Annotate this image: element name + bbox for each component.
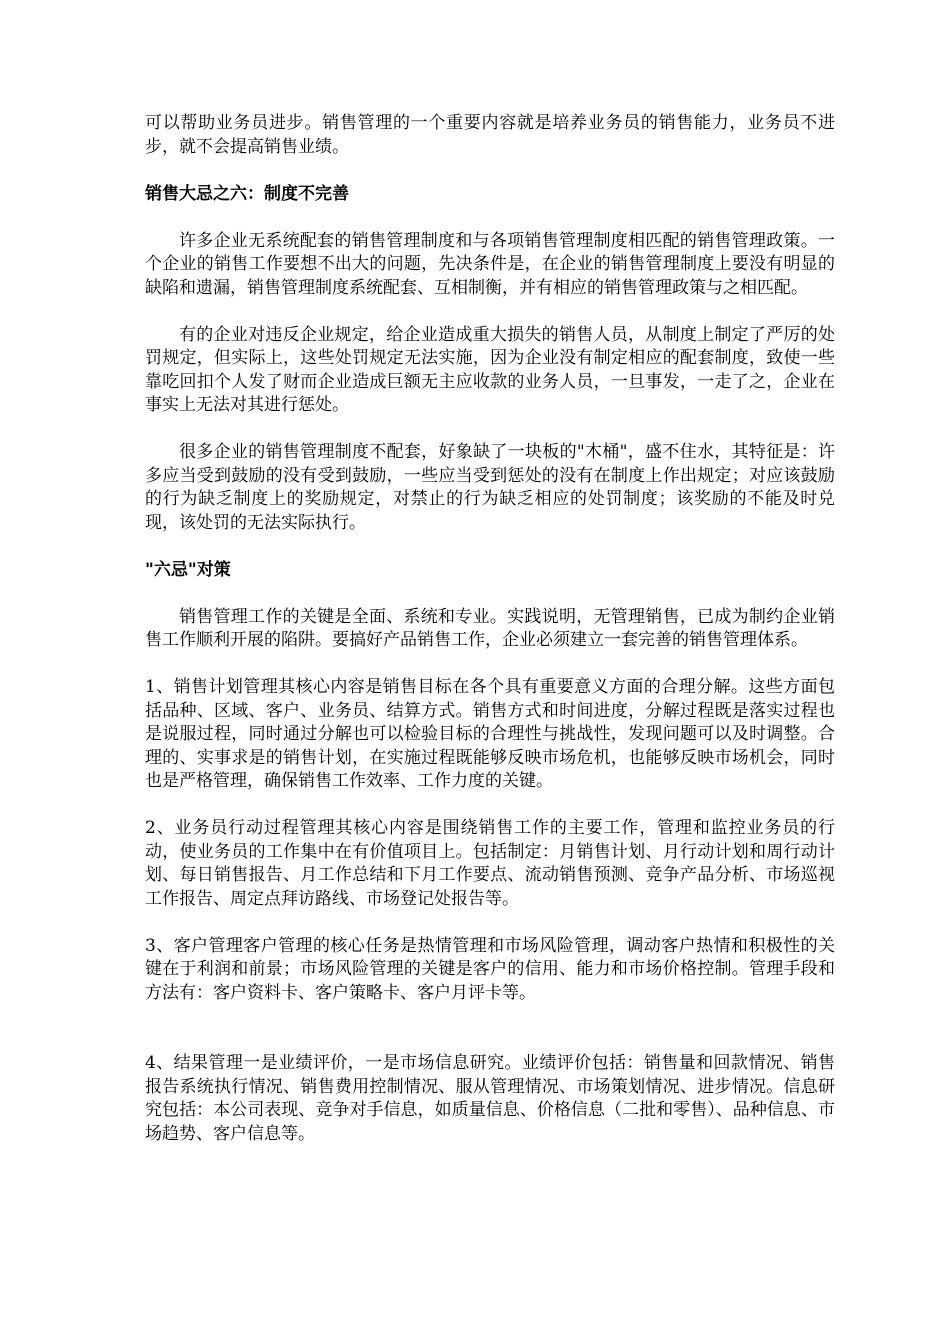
paragraph-wooden-bucket: 很多企业的销售管理制度不配套，好象缺了一块板的"木桶"，盛不住水，其特征是：许多应当受到鼓励的没有受到鼓励，一些应当受到惩处的没有在制度上作出规定；对应该鼓励的行为缺乏制度上的奖励规定，对禁止的行为缺乏相应的处罚制度；该奖励的不能及时兑现，该处罚的无法实际执行。 — [145, 442, 835, 533]
section-heading-countermeasures: "六忌"对策 — [145, 559, 231, 580]
list-item-sales-plan: 1、销售计划管理其核心内容是销售目标在各个具有重要意义方面的合理分解。这些方面包括品种、区域、客户、业务员、结算方式。销售方式和时间进度，分解过程既是落实过程也是说服过程，同时通过分解也可以检验目标的合理性与挑战性，发现问题可以及时调整。合理的、实事求是的销售计划，在实施过程既能够反映市场危机，也能够反映市场机会，同时也是严格管理，确保销售工作效率、工作力度的关键。 — [145, 677, 835, 791]
list-item-result-management: 4、结果管理一是业绩评价，一是市场信息研究。业绩评价包括：销售量和回款情况、销售报告系统执行情况、销售费用控制情况、服从管理情况、市场策划情况、进步情况。信息研究包括：本公司表现、竞争对手信息，如质量信息、价格信息（二批和零售）、品种信息、市场趋势、客户信息等。 — [145, 1053, 835, 1144]
paragraph-penalty-rules: 有的企业对违反企业规定，给企业造成重大损失的销售人员，从制度上制定了严厉的处罚规定，但实际上，这些处罚规定无法实施，因为企业没有制定相应的配套制度，致使一些靠吃回扣个人发了财而企业造成巨额无主应收款的业务人员，一旦事发，一走了之，企业在事实上无法对其进行惩处。 — [145, 324, 835, 415]
section-heading-taboo-six: 销售大忌之六：制度不完善 — [145, 183, 349, 204]
paragraph-continuation: 可以帮助业务员进步。销售管理的一个重要内容就是培养业务员的销售能力，业务员不进步，就不会提高销售业绩。 — [145, 113, 835, 157]
paragraph-system-incomplete: 许多企业无系统配套的销售管理制度和与各项销售管理制度相匹配的销售管理政策。一个企业的销售工作要想不出大的问题，先决条件是，在企业的销售管理制度上要没有明显的缺陷和遗漏，销售管理制度系统配套、互相制衡，并有相应的销售管理政策与之相匹配。 — [145, 230, 835, 298]
document-page — [145, 112, 835, 1146]
list-item-customer-management: 3、客户管理客户管理的核心任务是热情管理和市场风险管理，调动客户热情和积极性的关键在于利润和前景；市场风险管理的关键是客户的信用、能力和市场价格控制。管理手段和方法有：客户资料卡、客户策略卡、客户月评卡等。 — [145, 935, 835, 1003]
list-item-salesman-process: 2、业务员行动过程管理其核心内容是围绕销售工作的主要工作，管理和监控业务员的行动，使业务员的工作集中在有价值项目上。包括制定：月销售计划、月行动计划和周行动计划、每日销售报告、月工作总结和下月工作要点、流动销售预测、竞争产品分析、市场巡视工作报告、周定点拜访路线、市场登记处报告等。 — [145, 818, 835, 909]
paragraph-key-of-management: 销售管理工作的关键是全面、系统和专业。实践说明，无管理销售，已成为制约企业销售工作顺利开展的陷阱。要搞好产品销售工作，企业必须建立一套完善的销售管理体系。 — [145, 606, 835, 650]
